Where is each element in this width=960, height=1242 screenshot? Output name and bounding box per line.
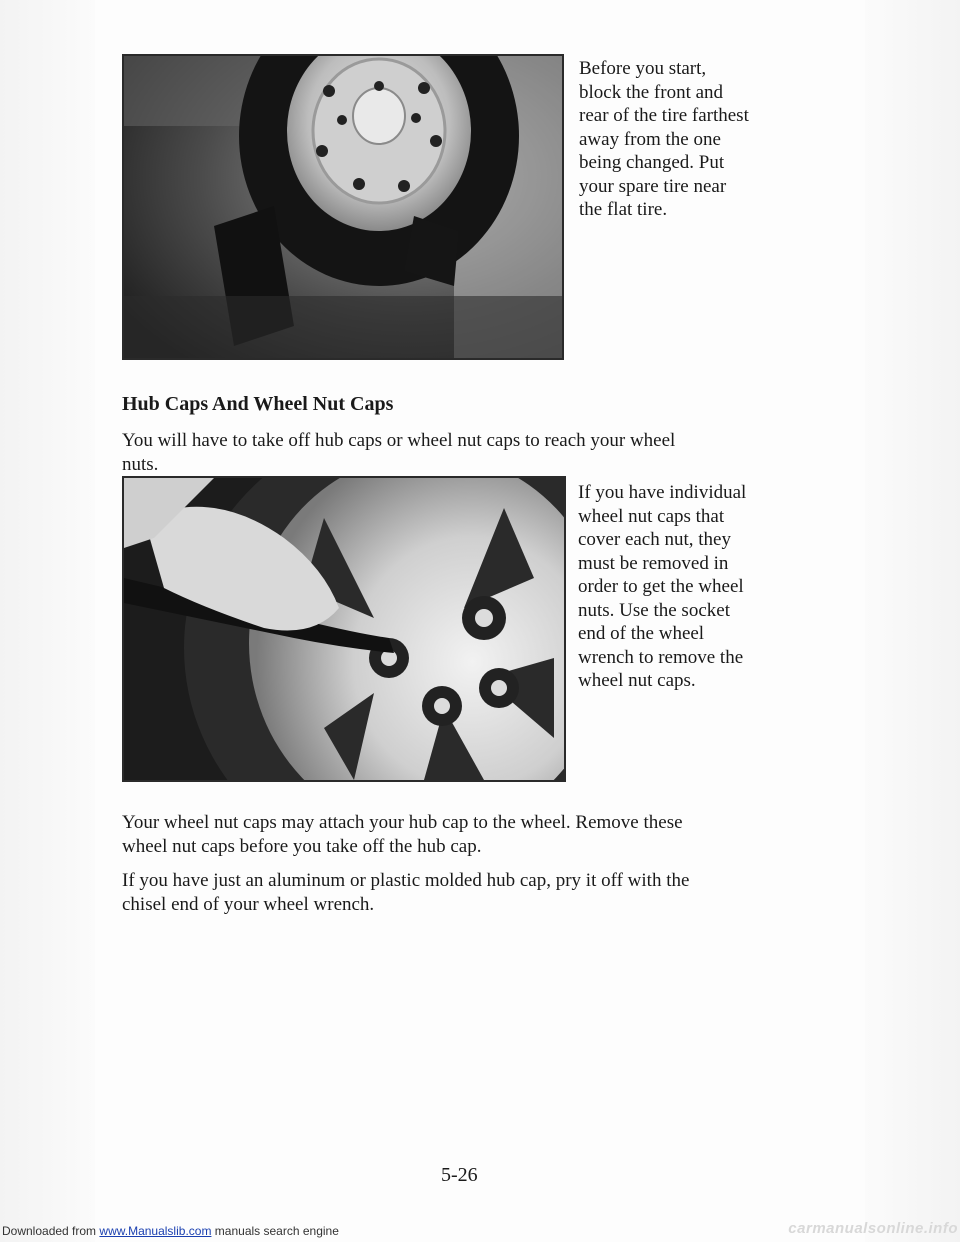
text-line: You will have to take off hub caps or wheel nut caps to reach your wheel [122,430,676,451]
text-line: must be removed in [578,552,729,574]
nut-cap-instructions [578,481,788,693]
text-line: rear of the tire farthest [579,105,749,126]
text-line: wrench to remove the [578,646,744,668]
text-line: nuts. Use the socket [578,599,730,621]
footer-suffix: manuals search engine [214,1224,339,1238]
text-line: the flat tire. [579,199,668,220]
text-line: cover each nut, they [578,529,731,550]
molded-hub-cap-paragraph [122,869,782,917]
text-line: wheel nut caps. [578,670,696,691]
text-line: If you have just an aluminum or plastic molded hub cap, pry it off with the [122,870,690,891]
text-line: If you have individual [578,482,747,503]
text-line: away from the one [579,128,721,150]
wheel-block-photo [122,54,564,360]
text-line: your spare tire near [579,175,727,197]
text-line: block the front and [579,81,724,103]
manualslib-link[interactable]: www.Manualslib.com [99,1224,212,1238]
text-line: order to get the wheel [578,576,744,597]
download-footer [0,1218,960,1242]
watermark: carmanualsonline.info [788,1220,958,1237]
hub-cap-attach-paragraph [122,811,782,859]
page-margin-right [865,0,960,1242]
text-line: being changed. Put [579,152,725,173]
footer-prefix: Downloaded from [2,1224,97,1238]
page-number: 5-26 [441,1164,478,1186]
footer-credit [2,1224,339,1238]
text-line: Your wheel nut caps may attach your hub cap to the wheel. Remove these [122,812,683,833]
text-line: wheel nut caps before you take off the hub cap. [122,836,482,857]
section-heading: Hub Caps And Wheel Nut Caps [122,393,394,415]
intro-paragraph [122,429,782,477]
text-line: Before you start, [579,58,707,79]
text-line: chisel end of your wheel wrench. [122,894,375,915]
nut-cap-removal-photo [122,476,566,782]
block-wheel-instructions [579,57,789,222]
text-line: wheel nut caps that [578,505,725,527]
page-margin-left [0,0,95,1242]
text-line: nuts. [122,454,159,475]
text-line: end of the wheel [578,623,705,644]
